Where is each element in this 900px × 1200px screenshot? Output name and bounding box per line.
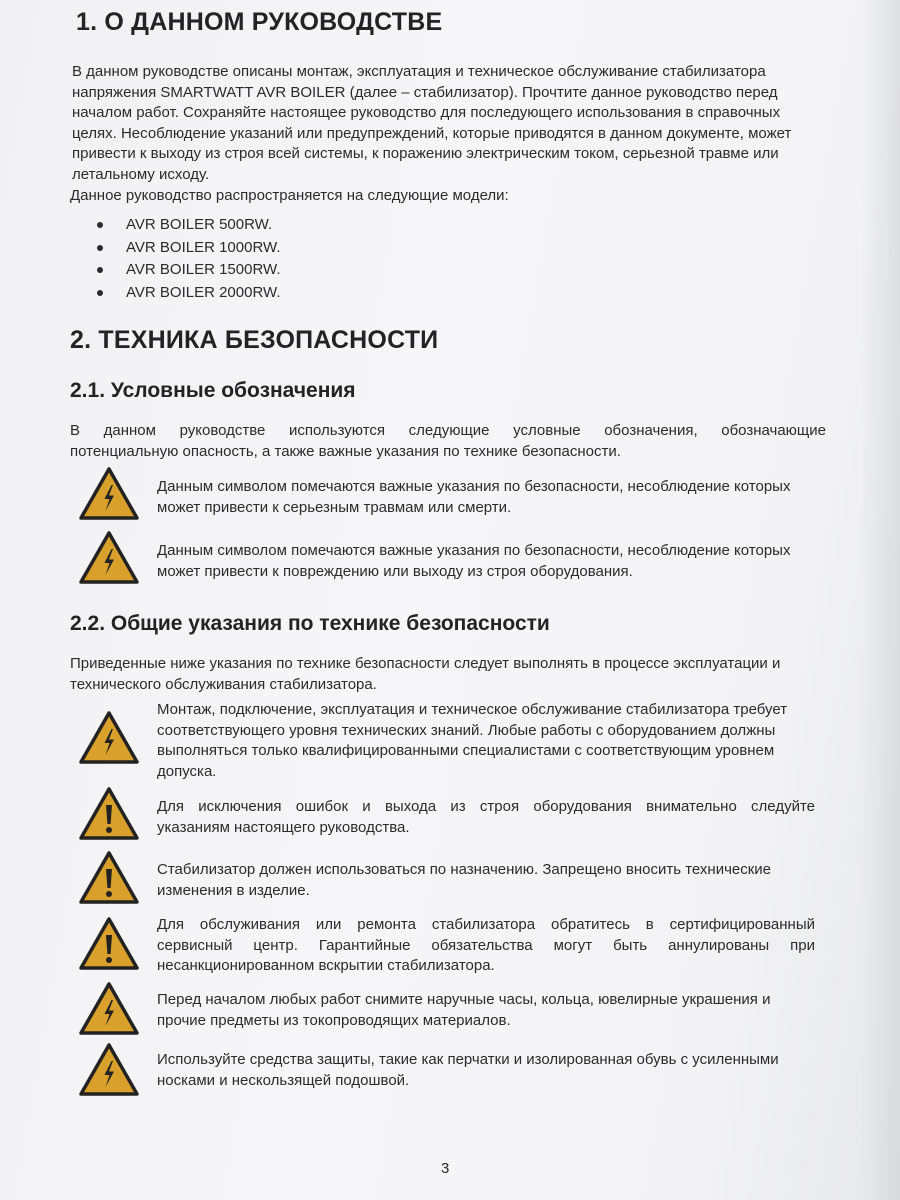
exclamation-warning-icon: [78, 850, 140, 906]
text-line: Перед началом любых работ снимите наручные часы, кольца, ювелирные украшения и: [157, 991, 771, 1008]
text-line: носками и нескользящей подошвой.: [157, 1071, 410, 1089]
safety-item-6: [157, 1050, 779, 1091]
text-line: Для исключения ошибок и выхода из строя оборудования внимательно следуйте: [157, 798, 815, 815]
text-line: Приведенные ниже указания по технике безопасности следует выполнять в процессе эксплуатации и: [70, 655, 781, 672]
text-line: допуска.: [157, 762, 217, 780]
text-line: напряжения SMARTWATT AVR BOILER (далее – стабилизатор). Прочтите данное руководство перед: [72, 83, 778, 101]
text-line: летальному исходу.: [72, 165, 210, 183]
subsection-2-2-heading: 2.2. Общие указания по технике безопасности: [70, 612, 550, 635]
list-item: AVR BOILER 2000RW.: [95, 282, 281, 305]
subsection-2-1-intro: [70, 421, 826, 462]
text-line: изменения в изделие.: [157, 881, 310, 899]
models-intro: Данное руководство распространяется на следующие модели:: [70, 187, 509, 204]
high-voltage-warning-icon: [78, 466, 140, 522]
high-voltage-warning-icon: [78, 1042, 140, 1098]
high-voltage-warning-icon: [78, 530, 140, 586]
text-line: Стабилизатор должен использоваться по назначению. Запрещено вносить технические: [157, 861, 772, 878]
text-line: В данном руководстве используются следующие условные обозначения, обозначающие: [70, 422, 826, 439]
text-line: Для обслуживания или ремонта стабилизатора обратитесь в сертифицированный: [157, 916, 815, 933]
safety-item-5: [157, 990, 770, 1031]
list-item: AVR BOILER 1000RW.: [95, 237, 281, 260]
text-line: потенциальную опасность, а также важные указания по технике безопасности.: [70, 442, 621, 460]
text-line: Данным символом помечаются важные указания по безопасности, несоблюдение которых: [157, 542, 791, 559]
section-1-intro: [72, 62, 830, 185]
exclamation-warning-icon: [78, 916, 140, 972]
text-line: началом работ. Сохраняйте настоящее руководство для последующего использования в справочных: [72, 104, 781, 121]
text-line: технического обслуживания стабилизатора.: [70, 675, 377, 693]
text-line: соответствующего уровня технических знаний. Любые работы с оборудованием должны: [157, 721, 776, 739]
subsection-2-1-heading: 2.1. Условные обозначения: [70, 379, 356, 402]
exclamation-warning-icon: [78, 786, 140, 842]
safety-item-2: [157, 797, 815, 838]
model-list: [95, 214, 281, 304]
section-2-heading: 2. ТЕХНИКА БЕЗОПАСНОСТИ: [70, 326, 439, 354]
text-line: Монтаж, подключение, эксплуатация и техническое обслуживание стабилизатора требует: [157, 701, 788, 718]
list-item: AVR BOILER 500RW.: [95, 214, 281, 237]
symbol-1-description: [157, 477, 790, 518]
text-line: целях. Несоблюдение указаний или предупреждений, которые приводятся в данном документе, может: [72, 124, 792, 142]
text-line: В данном руководстве описаны монтаж, эксплуатация и техническое обслуживание стабилизатора: [72, 63, 766, 80]
list-item: AVR BOILER 1500RW.: [95, 259, 281, 282]
text-line: несанкционированном вскрытии стабилизатора.: [157, 957, 495, 974]
safety-item-4: [157, 915, 815, 977]
text-line: выполняться только квалифицированными специалистами с соответствующим уровнем: [157, 742, 775, 759]
text-line: может привести к серьезным травмам или смерти.: [157, 498, 512, 516]
symbol-2-description: [157, 541, 790, 582]
text-line: Используйте средства защиты, такие как перчатки и изолированная обувь с усиленными: [157, 1051, 779, 1068]
section-1-heading: 1. О ДАННОМ РУКОВОДСТВЕ: [76, 8, 443, 36]
safety-item-3: [157, 860, 771, 901]
text-line: Данным символом помечаются важные указания по безопасности, несоблюдение которых: [157, 478, 791, 495]
high-voltage-warning-icon: [78, 981, 140, 1037]
text-line: может привести к повреждению или выходу из строя оборудования.: [157, 562, 633, 580]
text-line: привести к выходу из строя всей системы, к поражению электрическим током, серьезной травме или: [72, 145, 779, 162]
text-line: сервисный центр. Гарантийные обязательства могут быть аннулированы при: [157, 936, 815, 954]
text-line: прочие предметы из токопроводящих материалов.: [157, 1011, 511, 1029]
text-line: указаниям настоящего руководства.: [157, 818, 410, 836]
subsection-2-2-intro: [70, 654, 780, 695]
safety-item-1: [157, 700, 817, 782]
high-voltage-warning-icon: [78, 710, 140, 766]
page-number: 3: [441, 1160, 450, 1177]
